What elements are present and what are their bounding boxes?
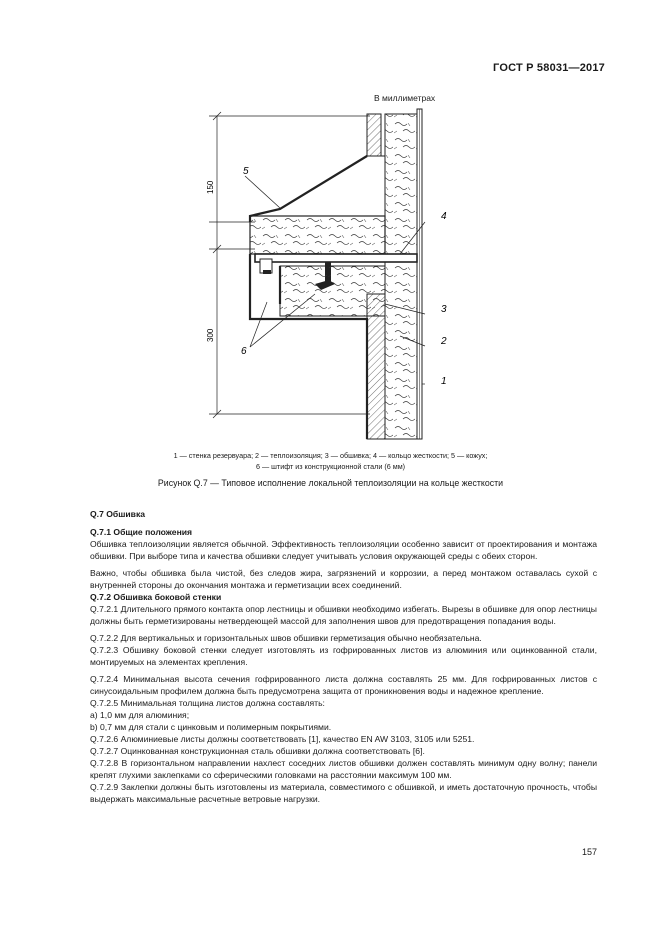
list-item: a) 1,0 мм для алюминия; (90, 710, 190, 720)
paragraph: Q.7.2.4 Минимальная высота сечения гофрированного листа должна составлять 25 мм. Для гофрированных листов с синусоидальным профилем должна быть предусмотрена защита от проникновения воды и надежное крепление. (90, 674, 597, 696)
dimension-300: 300 (206, 328, 215, 342)
legend-line-1: 1 — стенка резервуара; 2 — теплоизоляция; 3 — обшивка; 4 — кольцо жесткости; 5 — кожух; (173, 451, 488, 460)
figure-legend (100, 450, 561, 472)
insulation-block (250, 216, 385, 254)
paragraph: Q.7.2.5 Минимальная толщина листов должна составлять: (90, 698, 325, 708)
callout-2: 2 (441, 336, 447, 347)
paragraph: Обшивка теплоизоляции является обычной. Эффективность теплоизоляции особенно зависит от проектирования и монтажа обшивки. При выборе типа и качества обшивки следует учитывать условия окружающей среды с обеих сторон. (90, 539, 597, 561)
standard-number: ГОСТ Р 58031—2017 (493, 62, 605, 74)
figure-caption: Рисунок Q.7 — Типовое исполнение локальной теплоизоляции на кольце жесткости (157, 478, 504, 488)
paragraph: Q.7.2.1 Длительного прямого контакта опор лестницы и обшивки необходимо избегать. Вырезы в обшивке для опор лестницы должны быть герметизированы нетвердеющей массой для заполнения швов для предотвращения попадания воды. (90, 604, 597, 626)
insulation-lower (280, 262, 417, 439)
paragraph: Q.7.2.7 Оцинкованная конструкционная сталь обшивки должна соответствовать [6]. (90, 746, 425, 756)
list-item: b) 0,7 мм для стали с цинковым и полимерным покрытиями. (90, 722, 332, 732)
legend-line-2: 6 — штифт из конструкционной стали (6 мм) (255, 462, 406, 471)
paragraph: Q.7.2.9 Заклепки должны быть изготовлены из материала, совместимого с обшивкой, и иметь достаточную прочность, чтобы выдержать максимальные расчетные ветровые нагрузки. (90, 782, 597, 804)
paragraph: Q.7.2.3 Обшивку боковой стенки следует изготовлять из гофрированных листов из алюминия или оцинкованной стали, монтируемых на элементах крепления. (90, 645, 597, 667)
dimension-lines (209, 112, 370, 418)
units-note: В миллиметрах (374, 93, 436, 103)
callout-6: 6 (241, 346, 247, 357)
body-text (90, 508, 597, 805)
paragraph: Важно, чтобы обшивка была чистой, без следов жира, загрязнений и коррозии, а перед монтажом оставалась сухой с внутренней стороны до окончания монтажа и герметизации всех соединений. (90, 568, 597, 590)
dimension-150: 150 (206, 180, 215, 194)
figure-q7-drawing (195, 104, 460, 449)
page-number: 157 (581, 847, 597, 857)
tank-wall (417, 109, 422, 439)
callout-1: 1 (441, 376, 447, 387)
cover-sheet (250, 156, 385, 222)
callout-4: 4 (441, 211, 447, 222)
subsection-title-2: Q.7.2 Обшивка боковой стенки (90, 592, 222, 602)
callout-5: 5 (243, 166, 249, 177)
callout-3: 3 (441, 304, 447, 315)
paragraph: Q.7.2.6 Алюминиевые листы должны соответствовать [1], качество EN AW 3103, 3105 или 5251. (90, 734, 475, 744)
paragraph: Q.7.2.2 Для вертикальных и горизонтальных швов обшивки герметизация обычно необязательна. (90, 633, 482, 643)
section-title: Q.7 Обшивка (90, 509, 146, 519)
paragraph: Q.7.2.8 В горизонтальном направлении нахлест соседних листов обшивки должен составлять минимум одну волну; панели крепят глухими заклепками со сферическими головками на расстоянии максимум 100 мм. (90, 758, 597, 780)
subsection-title-1: Q.7.1 Общие положения (90, 527, 193, 537)
